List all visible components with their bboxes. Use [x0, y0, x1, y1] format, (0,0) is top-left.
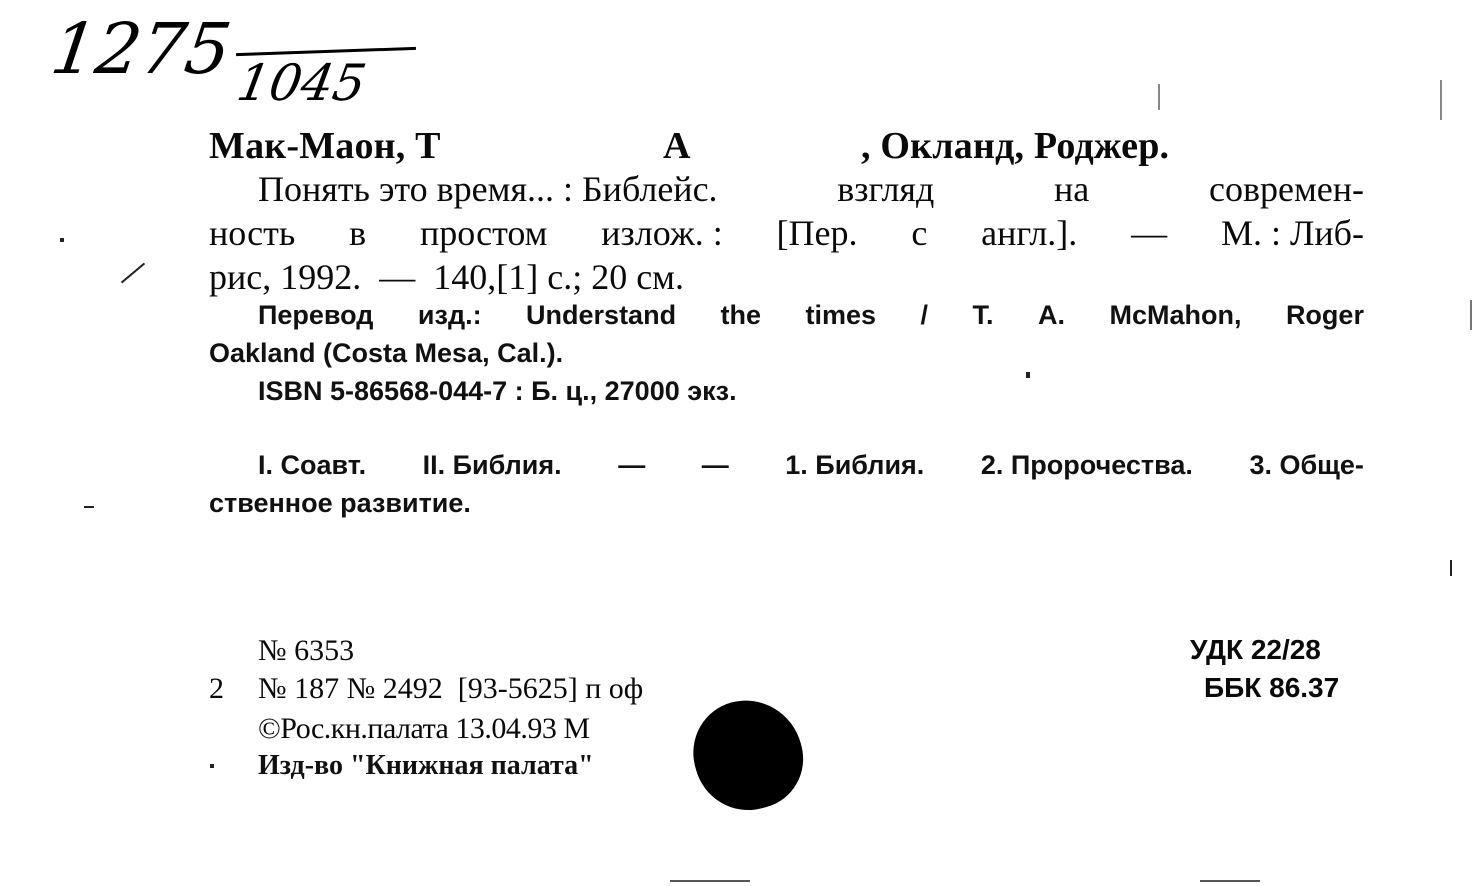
copyright-line: ©Рос.кн.палата 13.04.93 М: [258, 712, 590, 745]
footer-line-prefix: 2: [209, 672, 224, 705]
note-word: /: [920, 300, 929, 330]
subject-item: —: [701, 450, 729, 480]
bbk-code: ББК 86.37: [1204, 672, 1340, 703]
subjects-line-1: [258, 450, 1364, 481]
scan-mark: [1470, 300, 1472, 330]
scan-mark: [1158, 84, 1160, 110]
note-word: изд.:: [417, 300, 482, 330]
title-line-1-word: взгляд: [837, 169, 935, 209]
title-line-2-word: —: [1131, 213, 1168, 253]
title-line-2-word: с: [911, 213, 928, 253]
translation-note-line-1: [258, 300, 1364, 331]
scan-mark: [1026, 372, 1030, 378]
title-line-1-word: Понять это время... : Библейс.: [258, 169, 718, 209]
note-word: T.: [972, 300, 994, 330]
subject-item: I. Соавт.: [258, 450, 367, 480]
title-line-1-word: на: [1054, 169, 1090, 209]
handwritten-number: 1275: [46, 8, 236, 90]
note-word: the: [720, 300, 762, 330]
note-word: A.: [1038, 300, 1065, 330]
title-line-2-word: [Пер.: [776, 213, 858, 253]
subject-item: 2. Пророчества.: [980, 450, 1193, 480]
udk-code: УДК 22/28: [1190, 634, 1321, 665]
subject-item: 1. Библия.: [785, 450, 925, 480]
author-initial: А: [663, 125, 691, 167]
title-line-2: [209, 212, 1364, 254]
title-line-2-word: простом: [419, 213, 548, 253]
subjects-line-2: ственное развитие.: [209, 488, 471, 518]
translation-note-line-2: Oakland (Costa Mesa, Cal.).: [209, 338, 564, 368]
note-word: Roger: [1285, 300, 1364, 330]
scan-mark: [1450, 560, 1452, 576]
title-line-2-word: излож. :: [601, 213, 723, 253]
subject-item: —: [618, 450, 646, 480]
scan-mark: [84, 506, 94, 508]
publisher-line: Изд-во "Книжная палата": [258, 750, 594, 781]
note-word: times: [805, 300, 877, 330]
scan-mark: [670, 880, 750, 882]
coauthor-name: , Окланд, Роджер.: [861, 125, 1170, 167]
scan-mark: [1200, 880, 1260, 882]
note-word: McMahon,: [1109, 300, 1242, 330]
title-line-2-word: ность: [209, 213, 296, 253]
handwritten-subnumber: 1045: [232, 54, 371, 112]
note-word: Перевод: [258, 300, 374, 330]
isbn-line: ISBN 5-86568-044-7 : Б. ц., 27000 экз.: [258, 376, 737, 406]
subject-item: 3. Обще-: [1249, 450, 1364, 480]
scan-mark: [60, 238, 64, 242]
title-line-1: [258, 168, 1364, 210]
title-line-2-word: М. : Либ-: [1220, 213, 1364, 253]
ink-blot: [682, 688, 815, 822]
subject-item: II. Библия.: [422, 450, 562, 480]
title-line-1-word: современ-: [1209, 169, 1364, 209]
order-numbers: № 187 № 2492 [93-5625] п оф: [258, 672, 644, 705]
scan-mark: [121, 263, 145, 284]
note-word: Understand: [526, 300, 677, 330]
title-line-3: рис, 1992. — 140,[1] с.; 20 см.: [209, 257, 684, 297]
author-surname: Мак-Маон, Т: [209, 125, 441, 167]
scan-mark: [210, 764, 214, 768]
card-number: № 6353: [258, 634, 355, 667]
title-line-2-word: англ.].: [981, 213, 1078, 253]
scan-mark: [1440, 80, 1442, 120]
title-line-2-word: в: [349, 213, 367, 253]
